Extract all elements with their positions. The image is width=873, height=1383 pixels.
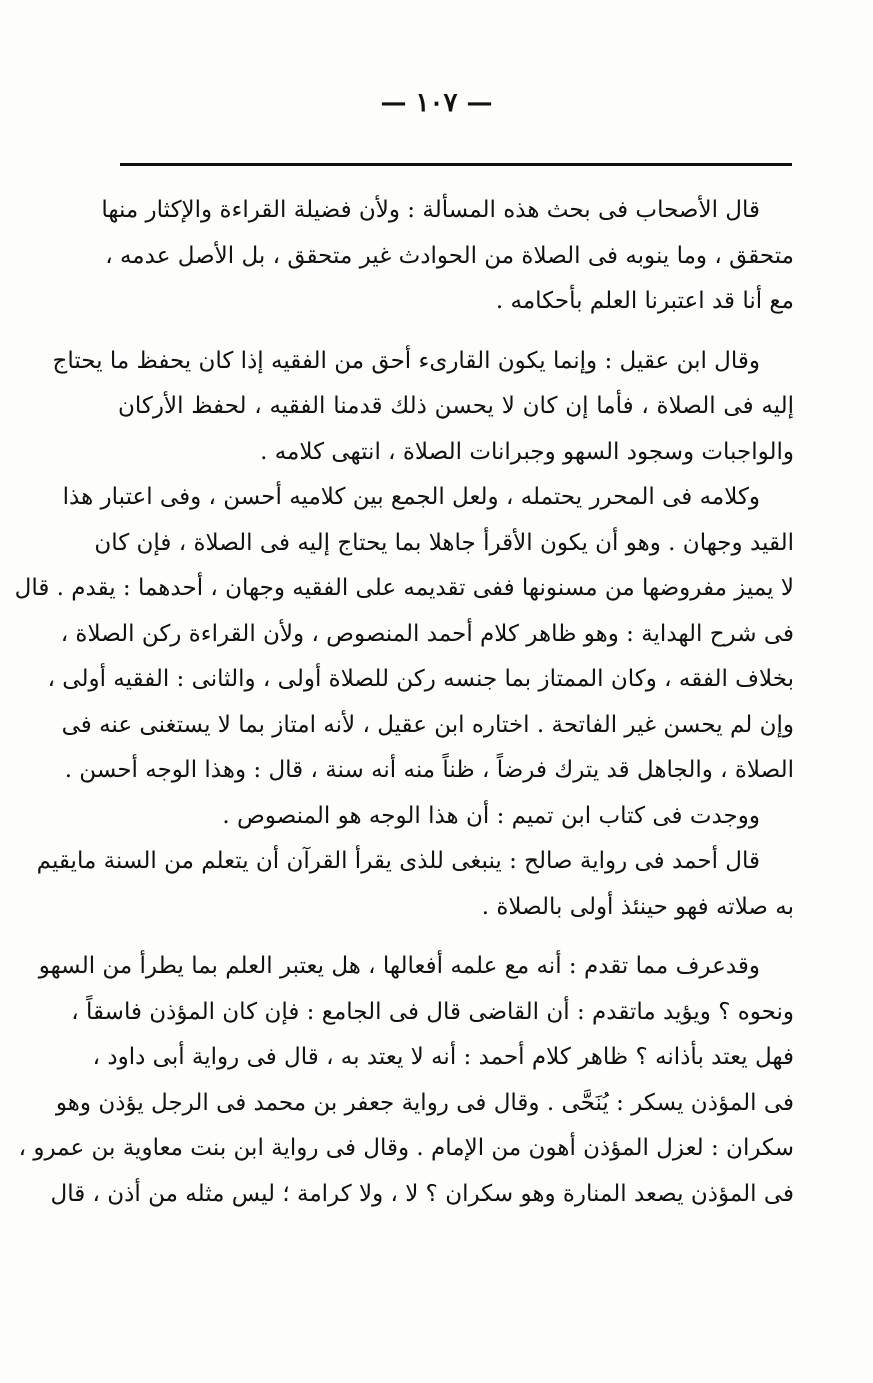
text-line: قال أحمد فى رواية صالح : ينبغى للذى يقرأ القرآن أن يتعلم من السنة مايقيم: [36, 848, 760, 874]
text-line: ونحوه ؟ ويؤيد ماتقدم : أن القاضى قال فى الجامع : فإن كان المؤذن فاسقاً ،: [71, 998, 794, 1025]
text-line: وكلامه فى المحرر يحتمله ، ولعل الجمع بين كلاميه أحسن ، وفى اعتبار هذا: [62, 484, 760, 510]
header-rule: [120, 163, 792, 166]
text-line: فى المؤذن يسكر : يُنَحَّى . وقال فى رواية جعفر بن محمد فى الرجل يؤذن وهو: [55, 1089, 794, 1116]
text-line: القيد وجهان . وهو أن يكون الأقرأ جاهلا بما يحتاج إليه فى الصلاة ، فإن كان: [94, 529, 794, 556]
paragraph-gap: [118, 930, 794, 944]
text-line: والواجبات وسجود السهو وجبرانات الصلاة ، انتهى كلامه .: [260, 438, 794, 465]
text-line: مع أنا قد اعتبرنا العلم بأحكامه .: [495, 288, 794, 314]
text-line: فى شرح الهداية : وهو ظاهر كلام أحمد المنصوص ، ولأن القراءة ركن الصلاة ،: [60, 620, 794, 647]
text-line: قال الأصحاب فى بحث هذه المسألة : ولأن فضيلة القراءة والإكثار منها: [101, 197, 760, 223]
text-line: سكران : لعزل المؤذن أهون من الإمام . وقال فى رواية ابن بنت معاوية بن عمرو ،: [18, 1135, 794, 1161]
text-line: إليه فى الصلاة ، فأما إن كان لا يحسن ذلك قدمنا الفقيه ، لحفظ الأركان: [118, 393, 794, 419]
text-line: وإن لم يحسن غير الفاتحة . اختاره ابن عقيل ، لأنه امتاز بما لا يستغنى عنه فى: [61, 711, 794, 738]
text-line: فهل يعتد بأذانه ؟ ظاهر كلام أحمد : أنه لا يعتد به ، قال فى رواية أبى داود ،: [92, 1044, 794, 1070]
text-line: لا يميز مفروضها من مسنونها ففى تقديمه على الفقيه وجهان ، أحدهما : يقدم . قال: [14, 575, 794, 601]
text-line: ووجدت فى كتاب ابن تميم : أن هذا الوجه هو المنصوص .: [222, 802, 760, 829]
text-line: وقال ابن عقيل : وإنما يكون القارىء أحق من الفقيه إذا كان يحفظ ما يحتاج: [52, 347, 760, 374]
text-line: وقدعرف مما تقدم : أنه مع علمه أفعالها ، هل يعتبر العلم بما يطرأ من السهو: [38, 953, 760, 979]
page-number: — ١٠٧ —: [380, 88, 493, 118]
text-line: متحقق ، وما ينوبه فى الصلاة من الحوادث غير متحقق ، بل الأصل عدمه ،: [105, 242, 794, 269]
text-line: به صلاته فهو حينئذ أولى بالصلاة .: [481, 893, 794, 920]
text-line: الصلاة ، والجاهل قد يترك فرضاً ، ظناً منه أنه سنة ، قال : وهذا الوجه أحسن .: [64, 757, 794, 783]
paragraph-gap: [118, 325, 794, 339]
body-text: [14, 188, 794, 1217]
text-line: بخلاف الفقه ، وكان الممتاز بما جنسه ركن للصلاة أولى ، والثانى : الفقيه أولى ،: [47, 666, 794, 692]
text-line: فى المؤذن يصعد المنارة وهو سكران ؟ لا ، ولا كرامة ؛ ليس مثله من أذن ، قال: [50, 1180, 794, 1207]
